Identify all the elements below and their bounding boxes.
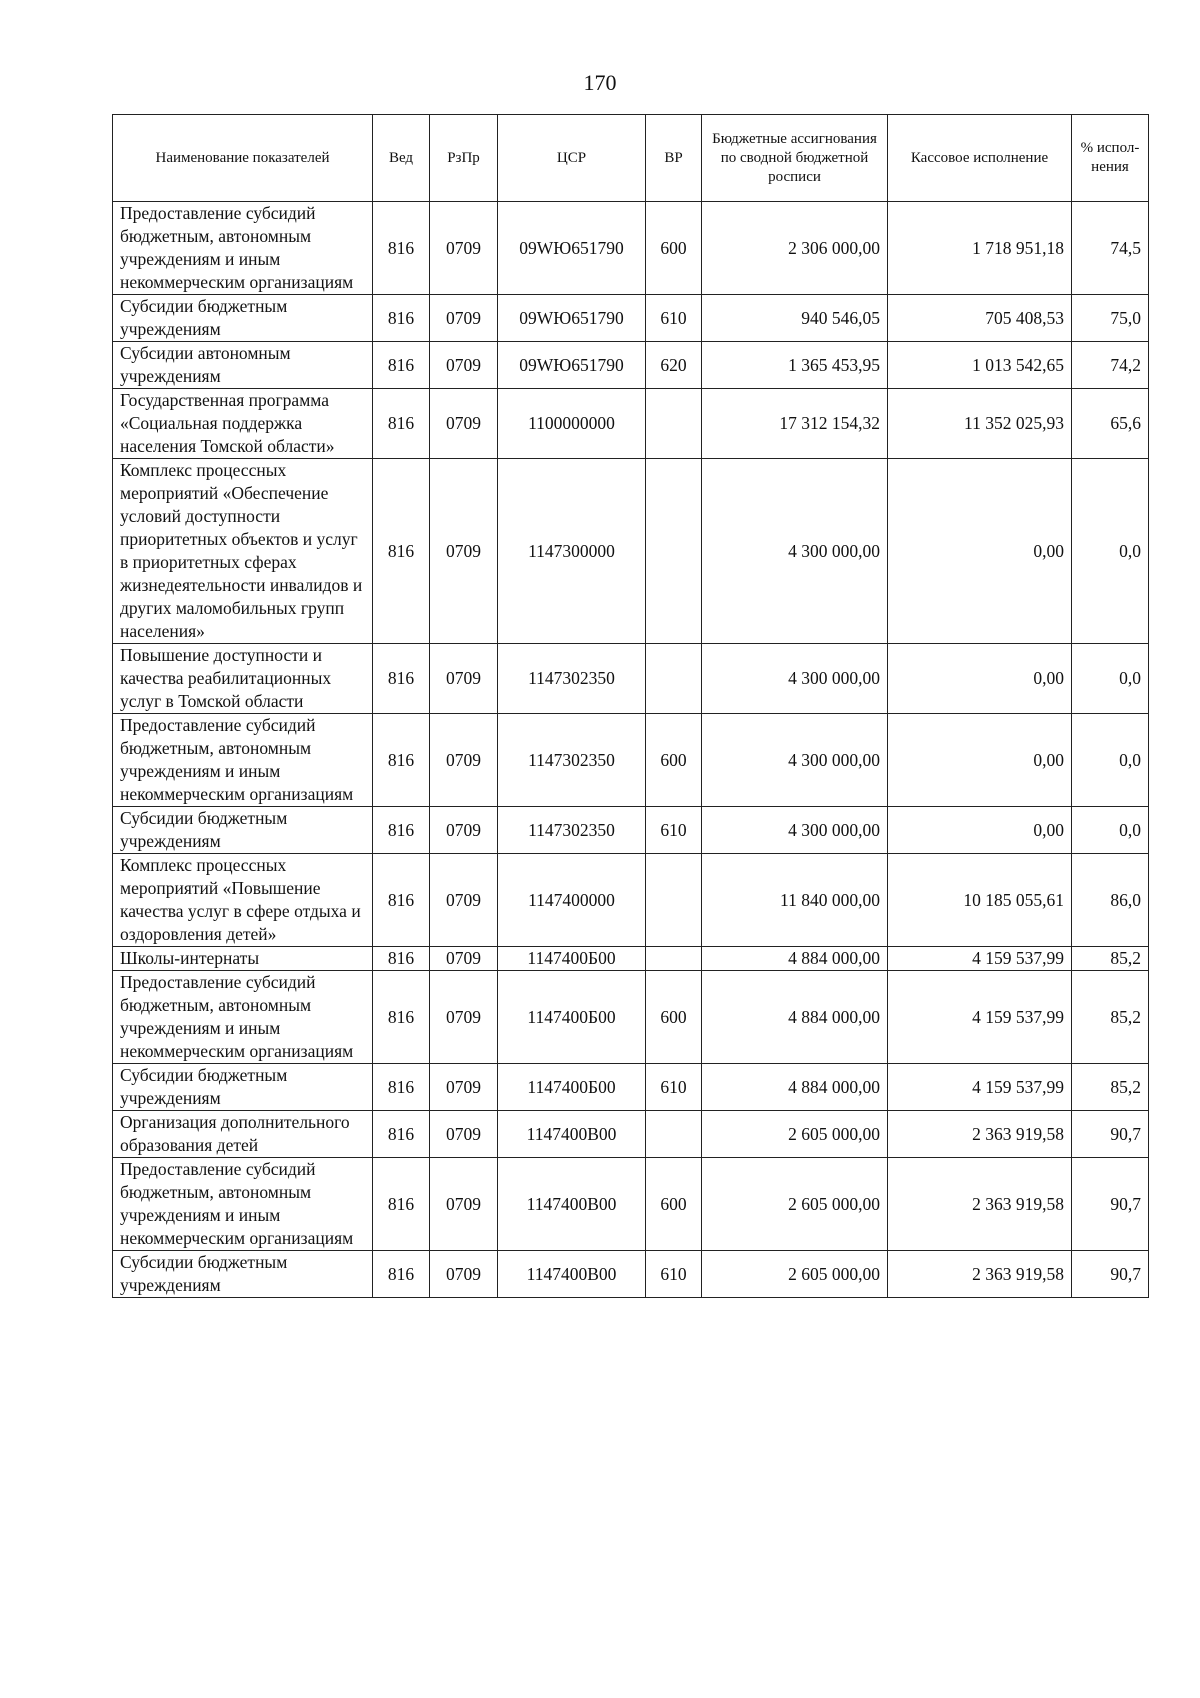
table-row: [113, 854, 1149, 947]
cell-percent: 74,2: [1072, 342, 1149, 389]
cell-ved: 816: [373, 971, 430, 1064]
cell-name: Повышение доступности и качества реабилитационных услуг в Томской области: [113, 644, 373, 714]
cell-cash: 0,00: [888, 807, 1072, 854]
cell-ved: 816: [373, 342, 430, 389]
cell-ved: 816: [373, 714, 430, 807]
cell-name: Школы-интернаты: [113, 947, 373, 971]
cell-vr: [646, 389, 702, 459]
cell-name: Предоставление субсидий бюджетным, автономным учреждениям и иным некоммерческим организациям: [113, 714, 373, 807]
cell-ved: 816: [373, 295, 430, 342]
cell-percent: 74,5: [1072, 202, 1149, 295]
cell-cash: 0,00: [888, 459, 1072, 644]
cell-name: Предоставление субсидий бюджетным, автономным учреждениям и иным некоммерческим организациям: [113, 1158, 373, 1251]
cell-percent: 0,0: [1072, 459, 1149, 644]
cell-name: Государственная программа «Социальная поддержка населения Томской области»: [113, 389, 373, 459]
table-row: [113, 1251, 1149, 1298]
cell-budget: 2 605 000,00: [702, 1158, 888, 1251]
cell-rzpr: 0709: [430, 807, 498, 854]
cell-cash: 2 363 919,58: [888, 1111, 1072, 1158]
cell-percent: 90,7: [1072, 1111, 1149, 1158]
cell-vr: 620: [646, 342, 702, 389]
cell-percent: 85,2: [1072, 947, 1149, 971]
table-row: [113, 342, 1149, 389]
table-row: [113, 389, 1149, 459]
cell-vr: 600: [646, 971, 702, 1064]
cell-budget: 1 365 453,95: [702, 342, 888, 389]
table-row: [113, 295, 1149, 342]
cell-rzpr: 0709: [430, 1158, 498, 1251]
cell-rzpr: 0709: [430, 389, 498, 459]
cell-csr: 1147400Б00: [498, 1064, 646, 1111]
cell-budget: 4 300 000,00: [702, 459, 888, 644]
cell-name: Предоставление субсидий бюджетным, автономным учреждениям и иным некоммерческим организациям: [113, 202, 373, 295]
cell-ved: 816: [373, 1251, 430, 1298]
cell-name: Комплекс процессных мероприятий «Обеспечение условий доступности приоритетных объектов и услуг в приоритетных сферах жизнедеятельности инвалидов и других маломобильных групп населения»: [113, 459, 373, 644]
cell-csr: 1147302350: [498, 807, 646, 854]
cell-ved: 816: [373, 202, 430, 295]
cell-ved: 816: [373, 947, 430, 971]
cell-vr: 610: [646, 295, 702, 342]
cell-budget: 4 884 000,00: [702, 947, 888, 971]
cell-name: Субсидии бюджетным учреждениям: [113, 1251, 373, 1298]
table-row: [113, 644, 1149, 714]
cell-ved: 816: [373, 807, 430, 854]
cell-budget: 940 546,05: [702, 295, 888, 342]
cell-budget: 2 306 000,00: [702, 202, 888, 295]
cell-percent: 75,0: [1072, 295, 1149, 342]
cell-name: Субсидии автономным учреждениям: [113, 342, 373, 389]
cell-budget: 4 884 000,00: [702, 1064, 888, 1111]
cell-percent: 0,0: [1072, 807, 1149, 854]
cell-csr: 1100000000: [498, 389, 646, 459]
cell-cash: 11 352 025,93: [888, 389, 1072, 459]
table-row: [113, 1158, 1149, 1251]
cell-rzpr: 0709: [430, 714, 498, 807]
cell-budget: 4 300 000,00: [702, 714, 888, 807]
cell-rzpr: 0709: [430, 342, 498, 389]
cell-rzpr: 0709: [430, 947, 498, 971]
column-header-csr: ЦСР: [498, 115, 646, 202]
cell-ved: 816: [373, 1111, 430, 1158]
cell-rzpr: 0709: [430, 854, 498, 947]
cell-cash: 4 159 537,99: [888, 971, 1072, 1064]
cell-vr: [646, 1111, 702, 1158]
cell-csr: 1147302350: [498, 644, 646, 714]
cell-rzpr: 0709: [430, 459, 498, 644]
cell-cash: 1 013 542,65: [888, 342, 1072, 389]
cell-budget: 11 840 000,00: [702, 854, 888, 947]
cell-vr: [646, 459, 702, 644]
cell-csr: 1147300000: [498, 459, 646, 644]
cell-vr: 600: [646, 202, 702, 295]
table-row: [113, 947, 1149, 971]
cell-rzpr: 0709: [430, 644, 498, 714]
cell-rzpr: 0709: [430, 1064, 498, 1111]
cell-vr: 610: [646, 807, 702, 854]
column-header-vr: ВР: [646, 115, 702, 202]
column-header-name: Наименование показателей: [113, 115, 373, 202]
cell-csr: 09WЮ651790: [498, 202, 646, 295]
cell-csr: 1147400Б00: [498, 947, 646, 971]
cell-name: Субсидии бюджетным учреждениям: [113, 1064, 373, 1111]
table-row: [113, 1064, 1149, 1111]
cell-csr: 1147400000: [498, 854, 646, 947]
table-header-row: [113, 115, 1149, 202]
cell-budget: 17 312 154,32: [702, 389, 888, 459]
table-row: [113, 714, 1149, 807]
cell-budget: 4 300 000,00: [702, 644, 888, 714]
column-header-cash: Кассовое исполнение: [888, 115, 1072, 202]
cell-percent: 65,6: [1072, 389, 1149, 459]
cell-ved: 816: [373, 389, 430, 459]
cell-ved: 816: [373, 1064, 430, 1111]
cell-name: Организация дополнительного образования детей: [113, 1111, 373, 1158]
cell-cash: 2 363 919,58: [888, 1158, 1072, 1251]
cell-cash: 10 185 055,61: [888, 854, 1072, 947]
cell-rzpr: 0709: [430, 1251, 498, 1298]
cell-budget: 4 300 000,00: [702, 807, 888, 854]
column-header-percent: % испол-нения: [1072, 115, 1149, 202]
cell-cash: 0,00: [888, 644, 1072, 714]
table-row: [113, 807, 1149, 854]
cell-percent: 90,7: [1072, 1158, 1149, 1251]
cell-cash: 2 363 919,58: [888, 1251, 1072, 1298]
cell-csr: 09WЮ651790: [498, 295, 646, 342]
cell-rzpr: 0709: [430, 202, 498, 295]
cell-ved: 816: [373, 459, 430, 644]
cell-rzpr: 0709: [430, 295, 498, 342]
cell-name: Субсидии бюджетным учреждениям: [113, 295, 373, 342]
cell-vr: [646, 947, 702, 971]
cell-cash: 705 408,53: [888, 295, 1072, 342]
column-header-budget: Бюджетные ассигнования по сводной бюджетной росписи: [702, 115, 888, 202]
table-row: [113, 1111, 1149, 1158]
cell-ved: 816: [373, 1158, 430, 1251]
cell-csr: 09WЮ651790: [498, 342, 646, 389]
cell-ved: 816: [373, 854, 430, 947]
cell-cash: 1 718 951,18: [888, 202, 1072, 295]
cell-name: Комплекс процессных мероприятий «Повышение качества услуг в сфере отдыха и оздоровления детей»: [113, 854, 373, 947]
cell-cash: 4 159 537,99: [888, 947, 1072, 971]
cell-vr: [646, 644, 702, 714]
table-row: [113, 202, 1149, 295]
cell-percent: 90,7: [1072, 1251, 1149, 1298]
column-header-rzpr: РзПр: [430, 115, 498, 202]
cell-csr: 1147400Б00: [498, 971, 646, 1064]
cell-budget: 4 884 000,00: [702, 971, 888, 1064]
cell-budget: 2 605 000,00: [702, 1251, 888, 1298]
cell-name: Субсидии бюджетным учреждениям: [113, 807, 373, 854]
cell-vr: 610: [646, 1064, 702, 1111]
cell-rzpr: 0709: [430, 1111, 498, 1158]
cell-cash: 4 159 537,99: [888, 1064, 1072, 1111]
table-row: [113, 971, 1149, 1064]
cell-cash: 0,00: [888, 714, 1072, 807]
cell-percent: 0,0: [1072, 644, 1149, 714]
budget-table: [112, 114, 1149, 1298]
cell-vr: 600: [646, 1158, 702, 1251]
cell-csr: 1147400В00: [498, 1158, 646, 1251]
cell-vr: 600: [646, 714, 702, 807]
cell-ved: 816: [373, 644, 430, 714]
cell-budget: 2 605 000,00: [702, 1111, 888, 1158]
cell-name: Предоставление субсидий бюджетным, автономным учреждениям и иным некоммерческим организациям: [113, 971, 373, 1064]
cell-vr: [646, 854, 702, 947]
cell-percent: 86,0: [1072, 854, 1149, 947]
column-header-ved: Вед: [373, 115, 430, 202]
cell-csr: 1147400В00: [498, 1251, 646, 1298]
cell-csr: 1147400В00: [498, 1111, 646, 1158]
cell-vr: 610: [646, 1251, 702, 1298]
page-number: 170: [583, 70, 617, 95]
cell-csr: 1147302350: [498, 714, 646, 807]
cell-percent: 85,2: [1072, 971, 1149, 1064]
cell-rzpr: 0709: [430, 971, 498, 1064]
cell-percent: 0,0: [1072, 714, 1149, 807]
cell-percent: 85,2: [1072, 1064, 1149, 1111]
table-row: [113, 459, 1149, 644]
